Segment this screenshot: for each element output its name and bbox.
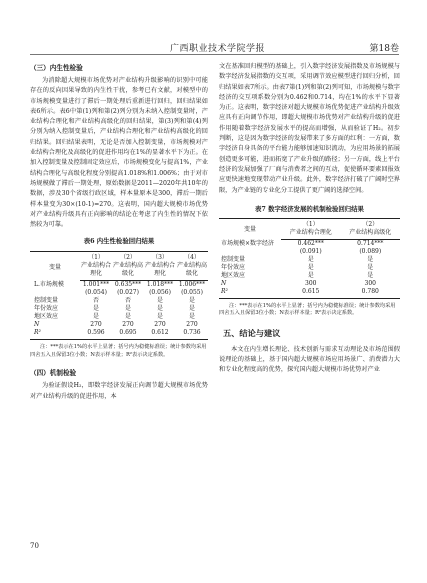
- row-label: R²: [30, 329, 80, 340]
- cell: 0.695: [112, 329, 144, 340]
- cell: 是: [188, 313, 195, 321]
- row-label: N: [221, 279, 227, 287]
- volume-label: 第18卷: [369, 44, 399, 54]
- cell: 是: [188, 297, 195, 305]
- right-column: [219, 62, 400, 376]
- cell: 0.612: [144, 329, 176, 340]
- cell: 270: [122, 321, 134, 329]
- cell: (0.091): [299, 247, 322, 255]
- paragraph-mechanism: 为验证假设H₂，即数字经济发展正向调节超大规模市场优势对产业结构升级的促进作用，本: [30, 382, 208, 400]
- cell: (0.054): [85, 289, 107, 297]
- row-label: R²: [219, 288, 281, 299]
- cell: 是: [188, 305, 195, 313]
- cell: 0.596: [80, 329, 112, 340]
- cell: 270: [186, 321, 198, 329]
- row-label: L.市场规模: [34, 281, 64, 289]
- table6-colnum: （3）: [144, 252, 176, 263]
- table7-colnum: （2）: [341, 218, 401, 229]
- paragraph-conclusion: 本文在内生增长理论、技术创新与需求互动理论及市场范围假说理论的基础上，基于国内超大规模市场应用场景广、消费潜力大和专业化程度高的优势，探究国内超大规模市场优势对产业: [219, 345, 400, 374]
- cell: 是: [124, 313, 131, 321]
- section-heading-mechanism: （四）机制检验: [30, 369, 77, 378]
- cell: 300: [305, 279, 317, 287]
- row-label: 年份效应: [221, 263, 246, 271]
- table-row: [219, 248, 400, 256]
- cell: 是: [92, 313, 99, 321]
- row-label: 市场规模×数字经济: [221, 239, 275, 247]
- section-heading-endogeneity: （三）内生性检验: [30, 64, 83, 72]
- cell: 是: [92, 305, 99, 313]
- table6-colname: 产业结构高级化: [176, 262, 208, 281]
- cell: 是: [307, 255, 314, 263]
- cell: 0.736: [176, 329, 208, 340]
- journal-name: 广西职业技术学院学报: [170, 44, 266, 54]
- table7: [219, 218, 400, 299]
- cell: (0.089): [359, 247, 382, 255]
- paragraph-moderation: 文在基准回归模型的基础上，引入数字经济发展指数及市场规模与数字经济发展指数的交互项，采用调节效应模型进行回归分析，回归结果如表7所示。由表7第(1)列和第(2)列可知，市场规模与数字经济的交互项系数分别为0.462和0.714，均在1%的水平下显著为正。这表明，数字经济对超大规模市场优势促进产业结构升级效应具有正向调节作用，即超大规模市场优势对产业结构升级的促进作用随着数字经济发展水平的提高而增强，从而验证了H₂。初步判断，这是因为数字经济的发展带来了多方面的红利：一方面，数字经济自身具备的平台能力能够加速知识流动，为应用场景的拓展创造更多可能，进而拓宽了产业升级的路径；另一方面，线上平台经济的发展加强了厂商与消费者之间的互动，促使循环要素回报效应更快速地变现带动产业升级。此外，数字经济打破了广阔时空界限，为产业链的专业化分工提供了更广阔的选择空间。: [219, 63, 400, 194]
- table-row: [219, 272, 400, 280]
- row-label: 地区效应: [34, 313, 59, 321]
- table6-colnum: （1）: [80, 252, 112, 263]
- section-heading-conclusion: 五、结论与建议: [223, 327, 281, 338]
- cell: 1.006***: [178, 281, 206, 289]
- row-label: 控制变量: [34, 297, 59, 305]
- table7-colname: 产业结构高级化: [341, 229, 401, 240]
- cell: 0.635***: [114, 281, 142, 289]
- table-row: [219, 280, 400, 288]
- table6-colnum: （2）: [112, 252, 144, 263]
- page-number: 70: [30, 542, 39, 550]
- cell: 是: [307, 271, 314, 279]
- table6-caption: 表6 内生性检验回归结果: [83, 237, 155, 246]
- table-row: [30, 313, 208, 321]
- row-label: [219, 248, 281, 256]
- table-row: [219, 264, 400, 272]
- cell: 否: [92, 297, 99, 305]
- cell: 300: [364, 279, 376, 287]
- row-label: N: [34, 321, 40, 329]
- cell: 1.018***: [146, 281, 174, 289]
- row-label: 年份效应: [34, 305, 59, 313]
- cell: 是: [367, 255, 374, 263]
- cell: 0.714***: [357, 239, 384, 247]
- cell: 0.615: [281, 288, 341, 299]
- table-row: [30, 281, 208, 290]
- table6-colname: 产业结构合理化: [80, 262, 112, 281]
- cell: 是: [367, 263, 374, 271]
- cell: (0.055): [181, 289, 203, 297]
- cell: 是: [124, 305, 131, 313]
- table6-note: 注：***表示在1%的水平上显著；括号内为稳健标准误；统计参数均采用四舍五入且保留3位小数；N表示样本量；R²表示决定系数。: [30, 344, 207, 358]
- row-label: 地区效应: [221, 271, 246, 279]
- table-row: [219, 256, 400, 264]
- cell: 是: [156, 313, 163, 321]
- cell: 0.462***: [297, 239, 324, 247]
- table7-caption: 表7 数字经济发展的机制检验回归结果: [255, 204, 364, 213]
- table-row: [219, 239, 400, 248]
- cell: 1.001***: [82, 281, 110, 289]
- table6-colname: 产业结构合理化: [144, 262, 176, 281]
- cell: 270: [154, 321, 166, 329]
- table6-colname: 产业结构高级化: [112, 262, 144, 281]
- table7-colname: 产业结构合理化: [281, 229, 341, 240]
- table7-note: 注：***表示在1%的水平上显著；括号内为稳健标准误；统计参数均采用四舍五入且保留3位小数；N表示样本量；R²表示决定系数。: [219, 302, 396, 317]
- cell: 0.780: [341, 288, 401, 299]
- table6: [30, 251, 208, 340]
- cell: 是: [156, 297, 163, 305]
- table7-header-variable: 变量: [219, 218, 281, 239]
- left-column: [30, 62, 208, 402]
- table-row: [219, 288, 400, 299]
- cell: 是: [367, 271, 374, 279]
- cell: 是: [156, 305, 163, 313]
- paragraph-endogeneity: 为消除超大规模市场优势对产业结构升级影响的识别中可能存在的反向因果导致的内生性干扰，参考已有文献，对模型中的市场规模变量进行了滞后一期处理后重新进行回归，回归结果如表6所示。表6中第(1)列和第(2)列分别为未纳入控制变量时，产业结构合理化和产业结构高级化的回归结果，第(3)列和第(4)列分别为纳入控制变量后，产业结构合理化和产业结构高级化的回归结果。回归结果表明，无论是否加入控制变量，市场规模对产业结构合理化及高级化的促进作用均在1%的显著水平下为正。在加入控制变量及控制固定效应后，市场规模变化与提高1%，产业结构合理化与高级化程度分别提高1.018%和1.006%；由于对市场规模做了滞后一期处理，原始数据是2011—2020年共10年的数据，涉及30个省级行政区域，样本量原本是300，滞后一期后样本量变为30×(10-1)=270。这表明，国内超大规模市场优势对产业结构升级具有正向影响的结论在考虑了内生性的情况下依然较为可靠。: [30, 77, 208, 229]
- table-row: [30, 329, 208, 340]
- table-row: [30, 321, 208, 329]
- table6-colnum: （4）: [176, 252, 208, 263]
- cell: (0.027): [117, 289, 139, 297]
- cell: 270: [90, 321, 102, 329]
- running-header: [30, 40, 399, 55]
- cell: (0.056): [149, 289, 171, 297]
- cell: 否: [124, 297, 131, 305]
- table7-colnum: （1）: [281, 218, 341, 229]
- row-label: 控制变量: [221, 255, 246, 263]
- table6-header-variable: 变量: [30, 252, 80, 281]
- cell: 是: [307, 263, 314, 271]
